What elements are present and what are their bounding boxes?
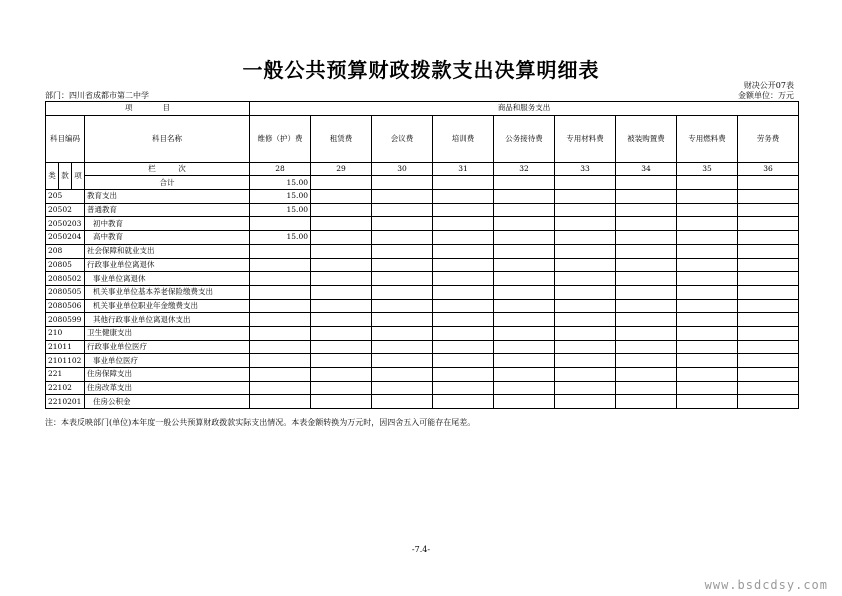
total-value-cell — [372, 176, 433, 190]
value-cell — [677, 258, 738, 272]
value-cell — [738, 299, 799, 313]
value-cell — [494, 217, 555, 231]
column-header: 维修（护）费 — [250, 115, 311, 162]
subject-name-cell: 行政事业单位离退休 — [85, 258, 250, 272]
value-cell — [555, 244, 616, 258]
total-value-cell — [677, 176, 738, 190]
table-row — [46, 272, 799, 286]
value-cell — [433, 368, 494, 382]
column-header: 公务接待费 — [494, 115, 555, 162]
column-header: 专用燃料费 — [677, 115, 738, 162]
value-cell — [616, 272, 677, 286]
value-cell — [616, 395, 677, 409]
value-cell — [311, 190, 372, 204]
value-cell — [494, 258, 555, 272]
value-cell — [555, 299, 616, 313]
footnote: 注：本表反映部门(单位)本年度一般公共预算财政拨款实际支出情况。本表金额转换为万元时，因四舍五入可能存在尾差。 — [45, 418, 476, 427]
value-cell — [738, 203, 799, 217]
value-cell — [555, 368, 616, 382]
value-cell — [616, 368, 677, 382]
subject-code-cell: 2210201 — [46, 395, 85, 409]
subject-code-cell: 2080506 — [46, 299, 85, 313]
value-cell — [555, 231, 616, 245]
subject-code-cell: 2080599 — [46, 313, 85, 327]
subject-name-cell: 教育支出 — [85, 190, 250, 204]
value-cell — [250, 313, 311, 327]
value-cell — [311, 381, 372, 395]
value-cell — [616, 340, 677, 354]
value-cell — [616, 285, 677, 299]
column-number: 29 — [311, 162, 372, 176]
value-cell — [494, 244, 555, 258]
value-cell — [311, 244, 372, 258]
value-cell: 15.00 — [250, 190, 311, 204]
value-cell — [738, 313, 799, 327]
page-title: 一般公共预算财政拨款支出决算明细表 — [242, 58, 600, 82]
value-cell — [311, 340, 372, 354]
value-cell — [738, 326, 799, 340]
value-cell — [311, 272, 372, 286]
table-row — [46, 340, 799, 354]
subject-code-cell: 210 — [46, 326, 85, 340]
column-number: 32 — [494, 162, 555, 176]
value-cell — [677, 272, 738, 286]
value-cell — [433, 244, 494, 258]
value-cell — [677, 217, 738, 231]
value-cell — [494, 354, 555, 368]
subject-name-cell: 住房改革支出 — [85, 381, 250, 395]
unit-label: 金额单位：万元 — [738, 91, 794, 100]
value-cell — [738, 244, 799, 258]
value-cell — [616, 258, 677, 272]
value-cell — [433, 272, 494, 286]
value-cell — [372, 395, 433, 409]
subject-code-cell: 205 — [46, 190, 85, 204]
table-row — [46, 381, 799, 395]
value-cell — [494, 299, 555, 313]
lanci-header: 栏 次 — [85, 162, 250, 176]
value-cell — [433, 381, 494, 395]
value-cell — [494, 381, 555, 395]
column-number: 30 — [372, 162, 433, 176]
value-cell — [555, 217, 616, 231]
column-header: 会议费 — [372, 115, 433, 162]
value-cell — [555, 203, 616, 217]
value-cell — [738, 190, 799, 204]
table-row — [46, 395, 799, 409]
value-cell — [738, 231, 799, 245]
value-cell — [372, 231, 433, 245]
value-cell — [372, 381, 433, 395]
subject-code-cell: 2080505 — [46, 285, 85, 299]
value-cell — [433, 190, 494, 204]
subject-name-cell: 事业单位医疗 — [85, 354, 250, 368]
value-cell — [372, 313, 433, 327]
value-cell — [738, 217, 799, 231]
department-label: 部门：四川省成都市第二中学 — [45, 91, 149, 100]
subject-code-cell: 22102 — [46, 381, 85, 395]
value-cell — [738, 381, 799, 395]
subject-name-cell: 机关事业单位基本养老保险缴费支出 — [85, 285, 250, 299]
xiang-header: 项 — [72, 162, 85, 189]
subject-code-header: 科目编码 — [46, 115, 85, 162]
value-cell — [372, 190, 433, 204]
value-cell — [616, 326, 677, 340]
value-cell — [555, 354, 616, 368]
value-cell — [433, 340, 494, 354]
value-cell — [494, 272, 555, 286]
value-cell — [311, 217, 372, 231]
value-cell — [250, 299, 311, 313]
value-cell — [372, 272, 433, 286]
value-cell — [372, 258, 433, 272]
value-cell — [616, 299, 677, 313]
value-cell — [311, 395, 372, 409]
value-cell — [372, 203, 433, 217]
column-number: 34 — [616, 162, 677, 176]
column-header: 培训费 — [433, 115, 494, 162]
subject-name-cell: 行政事业单位医疗 — [85, 340, 250, 354]
value-cell — [250, 285, 311, 299]
value-cell — [616, 354, 677, 368]
item-header: 项 目 — [46, 102, 250, 116]
value-cell — [494, 285, 555, 299]
value-cell — [677, 244, 738, 258]
value-cell — [311, 231, 372, 245]
subject-name-cell: 住房公积金 — [85, 395, 250, 409]
value-cell — [616, 231, 677, 245]
value-cell — [250, 272, 311, 286]
table-row — [46, 231, 799, 245]
value-cell — [372, 340, 433, 354]
table-row — [46, 217, 799, 231]
value-cell — [250, 326, 311, 340]
value-cell — [677, 395, 738, 409]
watermark: www.bsdcdsy.com — [704, 578, 828, 592]
subject-name-header: 科目名称 — [85, 115, 250, 162]
column-number: 28 — [250, 162, 311, 176]
value-cell — [494, 340, 555, 354]
total-value-cell — [616, 176, 677, 190]
table-row — [46, 244, 799, 258]
value-cell — [433, 231, 494, 245]
value-cell — [494, 326, 555, 340]
value-cell — [433, 326, 494, 340]
total-value-cell — [738, 176, 799, 190]
subject-code-cell: 20805 — [46, 258, 85, 272]
value-cell — [250, 368, 311, 382]
value-cell — [250, 217, 311, 231]
value-cell — [311, 203, 372, 217]
value-cell — [372, 217, 433, 231]
value-cell — [555, 340, 616, 354]
value-cell — [738, 395, 799, 409]
value-cell — [311, 368, 372, 382]
subject-code-cell: 21011 — [46, 340, 85, 354]
value-cell — [372, 299, 433, 313]
subject-name-cell: 机关事业单位职业年金缴费支出 — [85, 299, 250, 313]
subject-code-cell: 2050203 — [46, 217, 85, 231]
value-cell — [433, 313, 494, 327]
table-row — [46, 368, 799, 382]
value-cell — [677, 313, 738, 327]
value-cell — [250, 340, 311, 354]
subject-name-cell: 事业单位离退休 — [85, 272, 250, 286]
value-cell — [555, 395, 616, 409]
column-number: 33 — [555, 162, 616, 176]
value-cell — [250, 381, 311, 395]
total-label: 合计 — [85, 176, 250, 190]
value-cell — [738, 340, 799, 354]
kuan-header: 款 — [59, 162, 72, 189]
value-cell — [494, 395, 555, 409]
value-cell — [494, 368, 555, 382]
column-number: 31 — [433, 162, 494, 176]
value-cell — [677, 285, 738, 299]
total-value-cell — [433, 176, 494, 190]
value-cell — [677, 381, 738, 395]
value-cell — [433, 285, 494, 299]
value-cell — [311, 354, 372, 368]
subject-name-cell: 卫生健康支出 — [85, 326, 250, 340]
value-cell — [677, 340, 738, 354]
value-cell — [616, 244, 677, 258]
value-cell — [677, 368, 738, 382]
table-row — [46, 354, 799, 368]
subject-code-cell: 208 — [46, 244, 85, 258]
value-cell — [738, 354, 799, 368]
value-cell — [738, 272, 799, 286]
value-cell — [311, 258, 372, 272]
total-value-cell: 15.00 — [250, 176, 311, 190]
subject-code-cell: 2050204 — [46, 231, 85, 245]
group-header: 商品和服务支出 — [250, 102, 799, 116]
value-cell — [433, 258, 494, 272]
total-value-cell — [311, 176, 372, 190]
value-cell — [738, 368, 799, 382]
value-cell — [372, 354, 433, 368]
subject-name-cell: 住房保障支出 — [85, 368, 250, 382]
table-row — [46, 299, 799, 313]
column-number: 36 — [738, 162, 799, 176]
value-cell — [250, 258, 311, 272]
value-cell — [677, 299, 738, 313]
value-cell — [372, 326, 433, 340]
table-row — [46, 285, 799, 299]
form-code: 财决公开07表 — [743, 81, 794, 90]
value-cell — [433, 299, 494, 313]
value-cell — [555, 381, 616, 395]
table-row — [46, 326, 799, 340]
column-header: 被装购置费 — [616, 115, 677, 162]
page-number: -7.4- — [411, 545, 431, 554]
lei-header: 类 — [46, 162, 59, 189]
value-cell — [494, 313, 555, 327]
subject-name-cell: 初中教育 — [85, 217, 250, 231]
value-cell — [677, 231, 738, 245]
subject-name-cell: 社会保障和就业支出 — [85, 244, 250, 258]
value-cell — [616, 217, 677, 231]
subject-code-cell: 2080502 — [46, 272, 85, 286]
subject-name-cell: 高中教育 — [85, 231, 250, 245]
column-header: 专用材料费 — [555, 115, 616, 162]
value-cell — [311, 326, 372, 340]
total-value-cell — [494, 176, 555, 190]
subject-name-cell: 普通教育 — [85, 203, 250, 217]
value-cell — [555, 190, 616, 204]
value-cell — [250, 244, 311, 258]
value-cell — [250, 395, 311, 409]
value-cell — [616, 313, 677, 327]
value-cell — [555, 313, 616, 327]
value-cell — [433, 354, 494, 368]
column-header: 劳务费 — [738, 115, 799, 162]
value-cell — [616, 203, 677, 217]
subject-code-cell: 2101102 — [46, 354, 85, 368]
value-cell — [677, 203, 738, 217]
value-cell — [738, 285, 799, 299]
value-cell — [555, 258, 616, 272]
value-cell — [494, 203, 555, 217]
table-row — [46, 313, 799, 327]
value-cell — [616, 381, 677, 395]
value-cell — [555, 285, 616, 299]
value-cell — [494, 190, 555, 204]
value-cell — [555, 326, 616, 340]
value-cell: 15.00 — [250, 203, 311, 217]
value-cell — [433, 217, 494, 231]
value-cell — [372, 368, 433, 382]
table-row — [46, 190, 799, 204]
value-cell — [677, 326, 738, 340]
value-cell — [738, 258, 799, 272]
table-row — [46, 258, 799, 272]
value-cell — [372, 285, 433, 299]
subject-code-cell: 20502 — [46, 203, 85, 217]
value-cell — [677, 354, 738, 368]
subject-name-cell: 其他行政事业单位离退休支出 — [85, 313, 250, 327]
value-cell — [494, 231, 555, 245]
value-cell — [433, 395, 494, 409]
value-cell — [677, 190, 738, 204]
column-header: 租赁费 — [311, 115, 372, 162]
total-value-cell — [555, 176, 616, 190]
value-cell — [616, 190, 677, 204]
value-cell — [433, 203, 494, 217]
expenditure-table — [45, 101, 799, 409]
value-cell — [555, 272, 616, 286]
subject-code-cell: 221 — [46, 368, 85, 382]
value-cell — [372, 244, 433, 258]
column-number: 35 — [677, 162, 738, 176]
table-row — [46, 203, 799, 217]
value-cell — [311, 285, 372, 299]
value-cell — [311, 313, 372, 327]
value-cell: 15.00 — [250, 231, 311, 245]
value-cell — [250, 354, 311, 368]
value-cell — [311, 299, 372, 313]
